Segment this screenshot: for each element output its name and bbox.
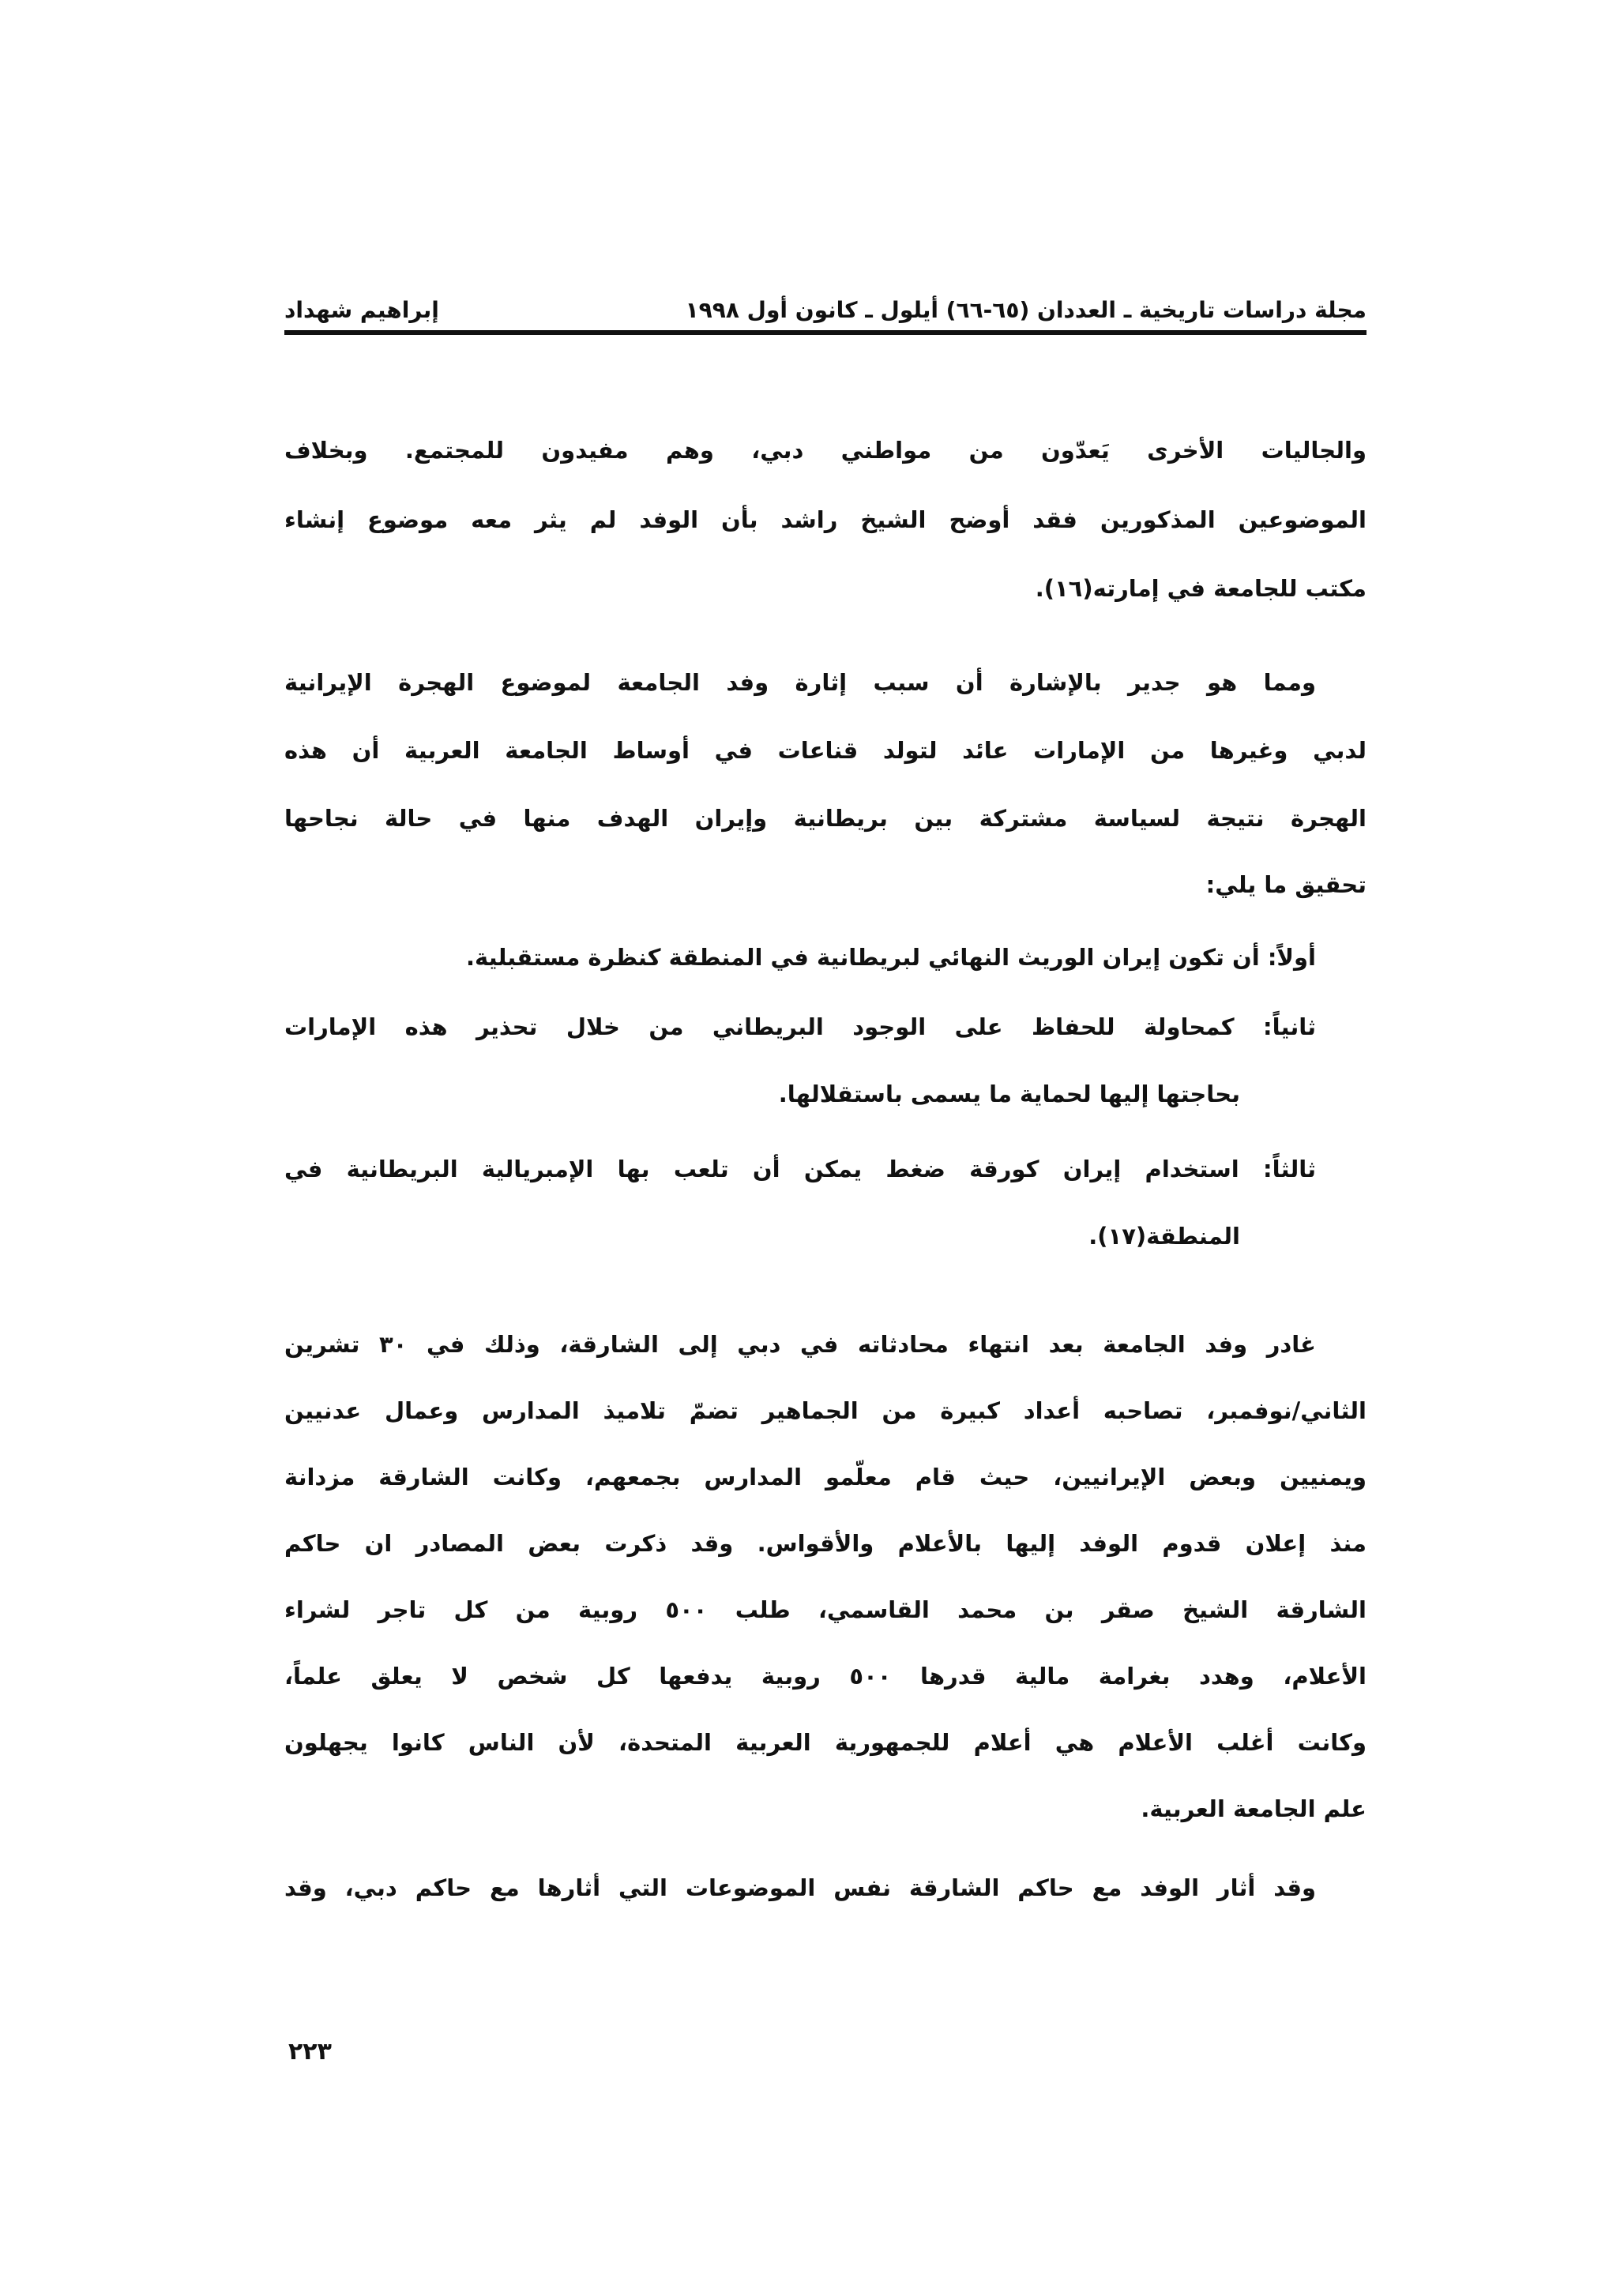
list-text: كمحاولة للحفاظ على الوجود البريطاني من خلال تحذير هذه الإمارات bbox=[284, 1013, 1235, 1040]
text-line: ومما هو جدير بالإشارة أن سبب إثارة وفد الجامعة لموضوع الهجرة الإيرانية bbox=[284, 669, 1316, 696]
text-line: تحقيق ما يلي: bbox=[1205, 871, 1366, 898]
list-item bbox=[284, 935, 1316, 979]
list-item bbox=[284, 1005, 1316, 1049]
list-ordinal: أولاً: bbox=[1267, 944, 1316, 971]
text-line: علم الجامعة العربية. bbox=[1141, 1795, 1366, 1822]
text-line: والجاليات الأخرى يَعدّون من مواطني دبي، وهم مفيدون للمجتمع. وبخلاف bbox=[284, 437, 1366, 464]
header-rule bbox=[284, 330, 1366, 335]
list-continuation: المنطقة(١٧). bbox=[1088, 1223, 1240, 1250]
text-line: وكانت أغلب الأعلام هي أعلام للجمهورية العربية المتحدة، لأن الناس كانوا يجهلون bbox=[284, 1729, 1366, 1756]
list-continuation: بحاجتها إليها لحماية ما يسمى باستقلالها. bbox=[778, 1081, 1240, 1107]
text-line: مكتب للجامعة في إمارته(١٦). bbox=[1035, 575, 1366, 602]
page-number: ٢٢٣ bbox=[288, 2038, 332, 2066]
text-line: منذ إعلان قدوم الوفد إليها بالأعلام والأقواس. وقد ذكرت بعض المصادر ان حاكم bbox=[284, 1530, 1366, 1557]
text-line: ويمنيين وبعض الإيرانيين، حيث قام معلّمو المدارس بجمعهم، وكانت الشارقة مزدانة bbox=[284, 1464, 1366, 1490]
running-header-author: إبراهيم شهداد bbox=[284, 297, 439, 323]
text-line: لدبي وغيرها من الإمارات عائد لتولد قناعات في أوساط الجامعة العربية أن هذه bbox=[284, 737, 1366, 764]
text-line: الموضوعين المذكورين فقد أوضح الشيخ راشد بأن الوفد لم يثر معه موضوع إنشاء bbox=[284, 506, 1366, 533]
text-line: الهجرة نتيجة لسياسة مشتركة بين بريطانية وإيران الهدف منها في حالة نجاحها bbox=[284, 805, 1366, 832]
text-line: الأعلام، وهدد بغرامة مالية قدرها ٥٠٠ روبية يدفعها كل شخص لا يعلق علماً، bbox=[284, 1663, 1366, 1690]
list-ordinal: ثالثاً: bbox=[1263, 1156, 1316, 1182]
text-line: الثاني/نوفمبر، تصاحبه أعداد كبيرة من الجماهير تضمّ تلاميذ المدارس وعمال عدنيين bbox=[284, 1397, 1366, 1424]
text-line: غادر وفد الجامعة بعد انتهاء محادثاته في دبي إلى الشارقة، وذلك في ٣٠ تشرين bbox=[284, 1331, 1316, 1358]
list-item bbox=[284, 1147, 1316, 1191]
list-ordinal: ثانياً: bbox=[1263, 1013, 1316, 1040]
text-line: الشارقة الشيخ صقر بن محمد القاسمي، طلب ٥٠٠ روبية من كل تاجر لشراء bbox=[284, 1596, 1366, 1623]
list-text: أن تكون إيران الوريث النهائي لبريطانية في المنطقة كنظرة مستقبلية. bbox=[466, 944, 1260, 971]
list-text: استخدام إيران كورقة ضغط يمكن أن تلعب بها الإمبريالية البريطانية في bbox=[284, 1156, 1239, 1182]
text-line: وقد أثار الوفد مع حاكم الشارقة نفس الموضوعات التي أثارها مع حاكم دبي، وقد bbox=[284, 1874, 1316, 1901]
running-header-journal: مجلة دراسات تاريخية ـ العددان (٦٥-٦٦) أيلول ـ كانون أول ١٩٩٨ bbox=[685, 297, 1366, 323]
